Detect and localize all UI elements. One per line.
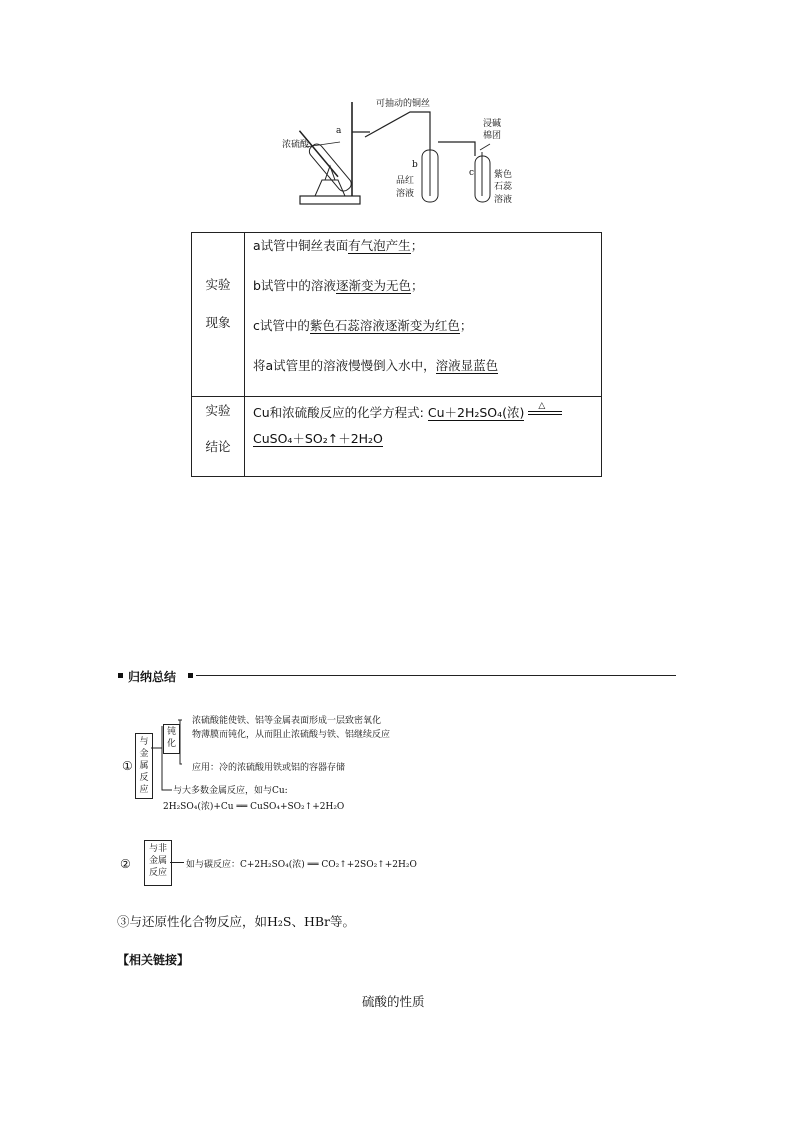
experiment-table [191,232,602,477]
summary-title-bar [118,668,676,684]
litmus-label-3: 溶液 [494,195,513,205]
phenomenon-line-3: c试管中的紫色石蕊溶液逐渐变为红色； [253,318,473,333]
conclusion-cell [245,397,602,477]
conclusion-line-2: CuSO₄＋SO₂↑＋2H₂O [253,431,383,446]
phenomenon-line-4: 将a试管里的溶液慢慢倒入水中，溶液显蓝色 [253,358,499,373]
label-c: c [469,168,475,178]
section-heading: 硫酸的性质 [362,994,425,1009]
cu-equation: 2H₂SO₄(浓)+Cu ══ CuSO₄+SO₂↑+2H₂O [163,802,345,812]
item3-line: ③与还原性化合物反应，如H₂S、HBr等。 [117,914,356,929]
pinhong-label-1: 品红 [396,176,415,186]
phenomenon-line-1: a试管中铜丝表面有气泡产生； [253,238,424,253]
most-metals-line: 与大多数金属反应，如与Cu: [173,786,288,796]
phenomenon-line-2: b试管中的溶液逐渐变为无色； [253,278,424,293]
item2-num: ② [120,857,131,871]
label-a: a [336,126,342,136]
pass-line-2: 物薄膜而钝化，从而阻止浓硫酸与铁、铝继续反应 [192,730,391,740]
copper-wire-label: 可抽动的铜丝 [376,99,431,109]
item2-box: 与非金属反应 [144,840,172,886]
conclusion-line-1: Cu和浓硫酸反应的化学方程式: Cu＋2H₂SO₄(浓) △ [253,403,562,421]
litmus-label-2: 石蕊 [494,182,513,192]
label-b: b [412,160,418,170]
phenomenon-label: 实验 现象 [192,233,245,397]
usage-line: 应用：冷的浓硫酸用铁或铝的容器存储 [192,763,346,773]
soaked-label-2: 棉团 [483,131,502,141]
related-link-label: 【相关链接】 [117,953,190,967]
litmus-label-1: 紫色 [494,170,513,180]
carbon-line: 如与碳反应：C+2H₂SO₄(浓) ══ CO₂↑+2SO₂↑+2H₂O [186,860,417,870]
summary-title: 归纳总结 [128,670,177,684]
conc-acid-label: 浓硫酸 [282,140,310,150]
soaked-label-1: 浸碱 [483,119,502,129]
phenomenon-cell [245,233,602,397]
pass-line-1: 浓硫酸能使铁、铝等金属表面形成一层致密氧化 [192,716,382,726]
square-bullet-icon [188,673,193,678]
square-bullet-icon [118,673,123,678]
heat-equals-sign: △ [528,411,562,415]
passivation-box: 钝化 [163,724,180,754]
pinhong-label-2: 溶液 [396,189,415,199]
item2-connector [170,862,184,863]
item1-num: ① [122,759,133,773]
conclusion-label: 实验 结论 [192,397,245,477]
item1-box: 与金属反应 [135,733,153,799]
title-rule [196,675,676,676]
